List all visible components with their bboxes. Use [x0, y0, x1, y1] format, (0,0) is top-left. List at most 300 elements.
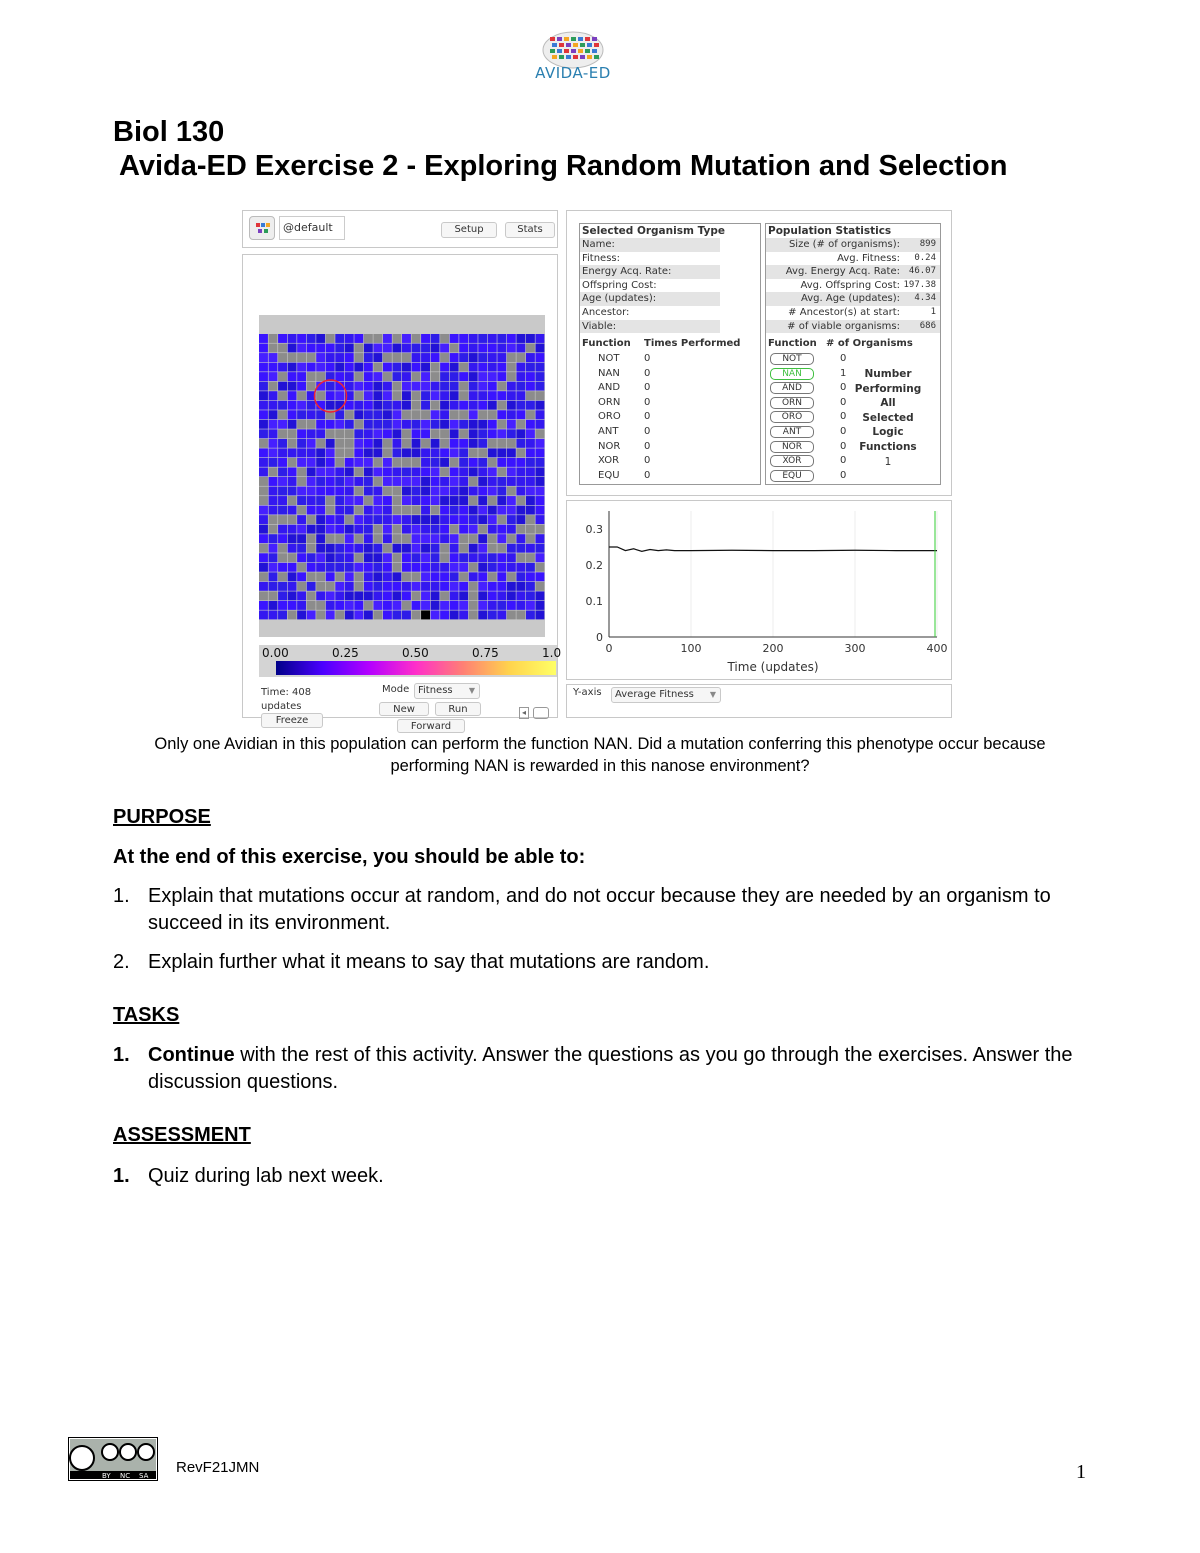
- grid-cell[interactable]: [488, 401, 497, 410]
- grid-cell[interactable]: [440, 544, 449, 553]
- grid-cell[interactable]: [307, 544, 316, 553]
- grid-cell[interactable]: [450, 515, 459, 524]
- grid-cell[interactable]: [412, 553, 421, 562]
- grid-cell[interactable]: [535, 496, 544, 505]
- grid-cell[interactable]: [488, 601, 497, 610]
- grid-cell[interactable]: [288, 372, 297, 381]
- grid-cell[interactable]: [335, 553, 344, 562]
- grid-cell[interactable]: [278, 496, 287, 505]
- grid-cell[interactable]: [526, 382, 535, 391]
- grid-cell[interactable]: [535, 544, 544, 553]
- grid-cell[interactable]: [345, 506, 354, 515]
- grid-cell[interactable]: [497, 477, 506, 486]
- grid-cell[interactable]: [297, 515, 306, 524]
- grid-cell[interactable]: [469, 525, 478, 534]
- grid-cell[interactable]: [526, 439, 535, 448]
- grid-cell[interactable]: [497, 506, 506, 515]
- grid-cell[interactable]: [402, 401, 411, 410]
- grid-cell[interactable]: [326, 382, 335, 391]
- grid-cell[interactable]: [412, 525, 421, 534]
- grid-cell[interactable]: [345, 467, 354, 476]
- grid-cell[interactable]: [297, 487, 306, 496]
- grid-cell[interactable]: [507, 582, 516, 591]
- grid-cell[interactable]: [526, 372, 535, 381]
- grid-cell[interactable]: [421, 487, 430, 496]
- grid-cell[interactable]: [440, 401, 449, 410]
- grid-cell[interactable]: [459, 563, 468, 572]
- grid-cell[interactable]: [259, 525, 268, 534]
- grid-cell[interactable]: [526, 544, 535, 553]
- grid-cell[interactable]: [516, 582, 525, 591]
- grid-cell[interactable]: [402, 334, 411, 343]
- grid-cell[interactable]: [478, 572, 487, 581]
- grid-cell[interactable]: [269, 487, 278, 496]
- grid-cell[interactable]: [364, 334, 373, 343]
- grid-cell[interactable]: [373, 401, 382, 410]
- grid-cell[interactable]: [307, 448, 316, 457]
- grid-cell[interactable]: [345, 582, 354, 591]
- grid-cell[interactable]: [269, 601, 278, 610]
- grid-cell[interactable]: [288, 429, 297, 438]
- grid-cell[interactable]: [373, 553, 382, 562]
- grid-cell[interactable]: [440, 420, 449, 429]
- grid-cell[interactable]: [345, 601, 354, 610]
- grid-cell[interactable]: [421, 372, 430, 381]
- grid-cell[interactable]: [373, 610, 382, 619]
- grid-cell[interactable]: [450, 582, 459, 591]
- grid-cell[interactable]: [383, 553, 392, 562]
- grid-cell[interactable]: [278, 515, 287, 524]
- grid-cell[interactable]: [412, 582, 421, 591]
- grid-cell[interactable]: [278, 506, 287, 515]
- grid-cell[interactable]: [431, 610, 440, 619]
- grid-cell[interactable]: [421, 515, 430, 524]
- grid-cell[interactable]: [297, 582, 306, 591]
- grid-cell[interactable]: [535, 515, 544, 524]
- grid-cell[interactable]: [259, 363, 268, 372]
- grid-cell[interactable]: [335, 363, 344, 372]
- grid-cell[interactable]: [535, 506, 544, 515]
- grid-cell[interactable]: [469, 448, 478, 457]
- grid-cell[interactable]: [316, 582, 325, 591]
- grid-cell[interactable]: [392, 582, 401, 591]
- grid-cell[interactable]: [497, 344, 506, 353]
- grid-cell[interactable]: [259, 420, 268, 429]
- grid-cell[interactable]: [364, 601, 373, 610]
- grid-cell[interactable]: [412, 448, 421, 457]
- grid-cell[interactable]: [373, 563, 382, 572]
- grid-cell[interactable]: [345, 534, 354, 543]
- grid-cell[interactable]: [392, 591, 401, 600]
- grid-cell[interactable]: [450, 458, 459, 467]
- grid-cell[interactable]: [354, 610, 363, 619]
- grid-cell[interactable]: [488, 391, 497, 400]
- grid-cell[interactable]: [431, 458, 440, 467]
- grid-cell[interactable]: [431, 591, 440, 600]
- grid-cell[interactable]: [478, 334, 487, 343]
- grid-cell[interactable]: [507, 525, 516, 534]
- grid-cell[interactable]: [459, 572, 468, 581]
- grid-cell[interactable]: [450, 353, 459, 362]
- grid-cell[interactable]: [373, 448, 382, 457]
- grid-cell[interactable]: [535, 458, 544, 467]
- grid-cell[interactable]: [316, 515, 325, 524]
- grid-cell[interactable]: [507, 553, 516, 562]
- grid-cell[interactable]: [402, 467, 411, 476]
- grid-cell[interactable]: [526, 572, 535, 581]
- grid-cell[interactable]: [297, 553, 306, 562]
- grid-cell[interactable]: [288, 515, 297, 524]
- grid-cell[interactable]: [488, 506, 497, 515]
- grid-cell[interactable]: [259, 591, 268, 600]
- grid-cell[interactable]: [326, 506, 335, 515]
- grid-cell[interactable]: [383, 353, 392, 362]
- grid-cell[interactable]: [326, 467, 335, 476]
- grid-cell[interactable]: [259, 410, 268, 419]
- grid-cell[interactable]: [345, 372, 354, 381]
- grid-cell[interactable]: [392, 506, 401, 515]
- grid-cell[interactable]: [516, 334, 525, 343]
- grid-cell[interactable]: [478, 591, 487, 600]
- grid-cell[interactable]: [516, 372, 525, 381]
- grid-cell[interactable]: [535, 582, 544, 591]
- grid-cell[interactable]: [326, 582, 335, 591]
- grid-cell[interactable]: [297, 391, 306, 400]
- grid-cell[interactable]: [516, 344, 525, 353]
- grid-cell[interactable]: [412, 591, 421, 600]
- grid-cell[interactable]: [412, 353, 421, 362]
- grid-cell[interactable]: [335, 525, 344, 534]
- grid-cell[interactable]: [392, 344, 401, 353]
- grid-cell[interactable]: [373, 458, 382, 467]
- grid-cell[interactable]: [459, 506, 468, 515]
- grid-cell[interactable]: [412, 601, 421, 610]
- grid-cell[interactable]: [488, 363, 497, 372]
- grid-cell[interactable]: [383, 601, 392, 610]
- grid-cell[interactable]: [402, 477, 411, 486]
- grid-cell[interactable]: [488, 544, 497, 553]
- grid-cell[interactable]: [469, 487, 478, 496]
- grid-cell[interactable]: [373, 334, 382, 343]
- grid-cell[interactable]: [373, 372, 382, 381]
- grid-cell[interactable]: [440, 372, 449, 381]
- grid-cell[interactable]: [392, 553, 401, 562]
- grid-cell[interactable]: [297, 439, 306, 448]
- grid-cell[interactable]: [297, 363, 306, 372]
- grid-cell[interactable]: [354, 525, 363, 534]
- grid-cell[interactable]: [440, 477, 449, 486]
- grid-cell[interactable]: [459, 439, 468, 448]
- grid-cell[interactable]: [316, 429, 325, 438]
- grid-cell[interactable]: [307, 563, 316, 572]
- grid-cell[interactable]: [497, 563, 506, 572]
- grid-cell[interactable]: [326, 572, 335, 581]
- grid-cell[interactable]: [507, 458, 516, 467]
- grid-cell[interactable]: [335, 534, 344, 543]
- population-function-pill[interactable]: NOR: [770, 441, 814, 453]
- grid-cell[interactable]: [288, 610, 297, 619]
- grid-cell[interactable]: [535, 610, 544, 619]
- grid-cell[interactable]: [383, 401, 392, 410]
- grid-cell[interactable]: [278, 429, 287, 438]
- grid-cell[interactable]: [402, 439, 411, 448]
- grid-cell[interactable]: [316, 496, 325, 505]
- grid-cell[interactable]: [326, 334, 335, 343]
- grid-cell[interactable]: [307, 591, 316, 600]
- grid-cell[interactable]: [497, 429, 506, 438]
- grid-cell[interactable]: [297, 506, 306, 515]
- grid-cell[interactable]: [507, 563, 516, 572]
- grid-cell[interactable]: [450, 525, 459, 534]
- grid-cell[interactable]: [326, 525, 335, 534]
- grid-cell[interactable]: [421, 553, 430, 562]
- grid-cell[interactable]: [259, 496, 268, 505]
- grid-cell[interactable]: [354, 410, 363, 419]
- grid-cell[interactable]: [488, 534, 497, 543]
- grid-cell[interactable]: [364, 458, 373, 467]
- grid-cell[interactable]: [316, 553, 325, 562]
- grid-cell[interactable]: [383, 563, 392, 572]
- grid-cell[interactable]: [516, 487, 525, 496]
- grid-cell[interactable]: [288, 458, 297, 467]
- grid-cell[interactable]: [269, 582, 278, 591]
- grid-cell[interactable]: [259, 458, 268, 467]
- grid-cell[interactable]: [288, 401, 297, 410]
- grid-cell[interactable]: [450, 477, 459, 486]
- grid-cell[interactable]: [421, 525, 430, 534]
- grid-cell[interactable]: [326, 439, 335, 448]
- grid-cell[interactable]: [421, 506, 430, 515]
- grid-cell[interactable]: [392, 391, 401, 400]
- grid-cell[interactable]: [383, 506, 392, 515]
- grid-cell[interactable]: [431, 401, 440, 410]
- grid-cell[interactable]: [412, 410, 421, 419]
- grid-cell[interactable]: [307, 429, 316, 438]
- grid-cell[interactable]: [507, 515, 516, 524]
- grid-cell[interactable]: [364, 515, 373, 524]
- grid-cell[interactable]: [373, 534, 382, 543]
- grid-cell[interactable]: [269, 563, 278, 572]
- speaker-icon[interactable]: ◂: [519, 707, 529, 719]
- grid-cell[interactable]: [478, 372, 487, 381]
- grid-cell[interactable]: [354, 582, 363, 591]
- grid-cell[interactable]: [526, 353, 535, 362]
- grid-cell[interactable]: [507, 467, 516, 476]
- grid-cell[interactable]: [535, 467, 544, 476]
- grid-cell[interactable]: [535, 420, 544, 429]
- grid-cell[interactable]: [516, 382, 525, 391]
- grid-cell[interactable]: [507, 334, 516, 343]
- grid-cell[interactable]: [535, 525, 544, 534]
- grid-cell[interactable]: [383, 487, 392, 496]
- grid-cell[interactable]: [326, 477, 335, 486]
- grid-cell[interactable]: [469, 467, 478, 476]
- population-function-pill[interactable]: XOR: [770, 455, 814, 467]
- grid-cell[interactable]: [478, 610, 487, 619]
- grid-cell[interactable]: [335, 506, 344, 515]
- grid-cell[interactable]: [402, 496, 411, 505]
- grid-cell[interactable]: [316, 467, 325, 476]
- grid-cell[interactable]: [450, 601, 459, 610]
- grid-cell[interactable]: [307, 458, 316, 467]
- grid-cell[interactable]: [364, 563, 373, 572]
- grid-cell[interactable]: [440, 334, 449, 343]
- grid-cell[interactable]: [354, 353, 363, 362]
- grid-cell[interactable]: [364, 363, 373, 372]
- grid-cell[interactable]: [335, 591, 344, 600]
- grid-cell[interactable]: [364, 467, 373, 476]
- grid-cell[interactable]: [335, 572, 344, 581]
- grid-cell[interactable]: [364, 372, 373, 381]
- grid-cell[interactable]: [488, 591, 497, 600]
- grid-cell[interactable]: [488, 458, 497, 467]
- grid-cell[interactable]: [326, 429, 335, 438]
- grid-cell[interactable]: [459, 591, 468, 600]
- grid-cell[interactable]: [526, 467, 535, 476]
- grid-cell[interactable]: [412, 496, 421, 505]
- grid-cell[interactable]: [535, 334, 544, 343]
- grid-cell[interactable]: [383, 382, 392, 391]
- grid-cell[interactable]: [516, 572, 525, 581]
- grid-cell[interactable]: [526, 591, 535, 600]
- grid-cell[interactable]: [412, 401, 421, 410]
- grid-cell[interactable]: [516, 391, 525, 400]
- grid-cell[interactable]: [335, 410, 344, 419]
- grid-cell[interactable]: [402, 572, 411, 581]
- grid-cell[interactable]: [278, 372, 287, 381]
- grid-cell[interactable]: [450, 382, 459, 391]
- grid-cell[interactable]: [526, 506, 535, 515]
- grid-cell[interactable]: [307, 610, 316, 619]
- grid-cell[interactable]: [507, 391, 516, 400]
- grid-cell[interactable]: [440, 496, 449, 505]
- grid-cell[interactable]: [450, 572, 459, 581]
- grid-cell[interactable]: [345, 496, 354, 505]
- grid-cell[interactable]: [450, 610, 459, 619]
- grid-cell[interactable]: [288, 467, 297, 476]
- grid-cell[interactable]: [421, 601, 430, 610]
- grid-cell[interactable]: [459, 401, 468, 410]
- grid-cell[interactable]: [526, 601, 535, 610]
- grid-cell[interactable]: [421, 363, 430, 372]
- grid-cell[interactable]: [269, 372, 278, 381]
- grid-cell[interactable]: [278, 353, 287, 362]
- grid-cell[interactable]: [450, 553, 459, 562]
- grid-cell[interactable]: [326, 353, 335, 362]
- grid-cell[interactable]: [497, 401, 506, 410]
- grid-cell[interactable]: [269, 572, 278, 581]
- grid-cell[interactable]: [412, 439, 421, 448]
- grid-cell[interactable]: [402, 506, 411, 515]
- grid-cell[interactable]: [478, 382, 487, 391]
- grid-cell[interactable]: [297, 477, 306, 486]
- grid-cell[interactable]: [459, 515, 468, 524]
- grid-cell[interactable]: [402, 420, 411, 429]
- grid-cell[interactable]: [526, 344, 535, 353]
- grid-cell[interactable]: [440, 344, 449, 353]
- grid-cell[interactable]: [316, 506, 325, 515]
- grid-cell[interactable]: [335, 544, 344, 553]
- grid-cell[interactable]: [345, 439, 354, 448]
- grid-cell[interactable]: [326, 401, 335, 410]
- grid-cell[interactable]: [488, 572, 497, 581]
- grid-cell[interactable]: [421, 496, 430, 505]
- grid-cell[interactable]: [402, 515, 411, 524]
- grid-cell[interactable]: [326, 601, 335, 610]
- grid-cell[interactable]: [412, 382, 421, 391]
- grid-cell[interactable]: [297, 525, 306, 534]
- grid-cell[interactable]: [297, 591, 306, 600]
- grid-cell[interactable]: [488, 382, 497, 391]
- grid-cell[interactable]: [373, 496, 382, 505]
- grid-cell[interactable]: [307, 410, 316, 419]
- grid-cell[interactable]: [278, 382, 287, 391]
- grid-cell[interactable]: [402, 534, 411, 543]
- grid-cell[interactable]: [288, 391, 297, 400]
- grid-cell[interactable]: [364, 448, 373, 457]
- grid-cell[interactable]: [526, 448, 535, 457]
- grid-cell[interactable]: [478, 391, 487, 400]
- grid-cell[interactable]: [373, 515, 382, 524]
- grid-cell[interactable]: [316, 363, 325, 372]
- new-button[interactable]: New: [379, 702, 429, 716]
- grid-cell[interactable]: [402, 458, 411, 467]
- grid-cell[interactable]: [469, 420, 478, 429]
- grid-cell[interactable]: [392, 496, 401, 505]
- grid-cell[interactable]: [516, 477, 525, 486]
- grid-cell[interactable]: [526, 563, 535, 572]
- grid-cell[interactable]: [469, 334, 478, 343]
- grid-cell[interactable]: [450, 506, 459, 515]
- grid-cell[interactable]: [431, 410, 440, 419]
- grid-cell[interactable]: [478, 544, 487, 553]
- grid-cell[interactable]: [259, 506, 268, 515]
- grid-cell[interactable]: [288, 601, 297, 610]
- freeze-button[interactable]: Freeze: [261, 713, 323, 728]
- grid-cell[interactable]: [535, 382, 544, 391]
- grid-cell[interactable]: [269, 458, 278, 467]
- grid-cell[interactable]: [345, 410, 354, 419]
- grid-cell[interactable]: [450, 363, 459, 372]
- grid-cell[interactable]: [383, 591, 392, 600]
- grid-cell[interactable]: [440, 391, 449, 400]
- grid-cell[interactable]: [392, 382, 401, 391]
- grid-cell[interactable]: [497, 487, 506, 496]
- grid-cell[interactable]: [335, 515, 344, 524]
- grid-cell[interactable]: [431, 506, 440, 515]
- grid-cell[interactable]: [364, 553, 373, 562]
- grid-cell[interactable]: [345, 610, 354, 619]
- grid-cell[interactable]: [459, 420, 468, 429]
- grid-cell[interactable]: [450, 391, 459, 400]
- grid-cell[interactable]: [392, 458, 401, 467]
- grid-cell[interactable]: [345, 353, 354, 362]
- grid-cell[interactable]: [259, 467, 268, 476]
- grid-cell[interactable]: [316, 448, 325, 457]
- grid-cell[interactable]: [412, 467, 421, 476]
- grid-cell[interactable]: [316, 534, 325, 543]
- grid-cell[interactable]: [373, 429, 382, 438]
- grid-cell[interactable]: [335, 334, 344, 343]
- grid-cell[interactable]: [345, 334, 354, 343]
- grid-cell[interactable]: [440, 572, 449, 581]
- grid-cell[interactable]: [383, 372, 392, 381]
- grid-cell[interactable]: [383, 429, 392, 438]
- grid-cell[interactable]: [535, 344, 544, 353]
- grid-cell[interactable]: [316, 458, 325, 467]
- grid-cell[interactable]: [478, 601, 487, 610]
- grid-cell[interactable]: [450, 439, 459, 448]
